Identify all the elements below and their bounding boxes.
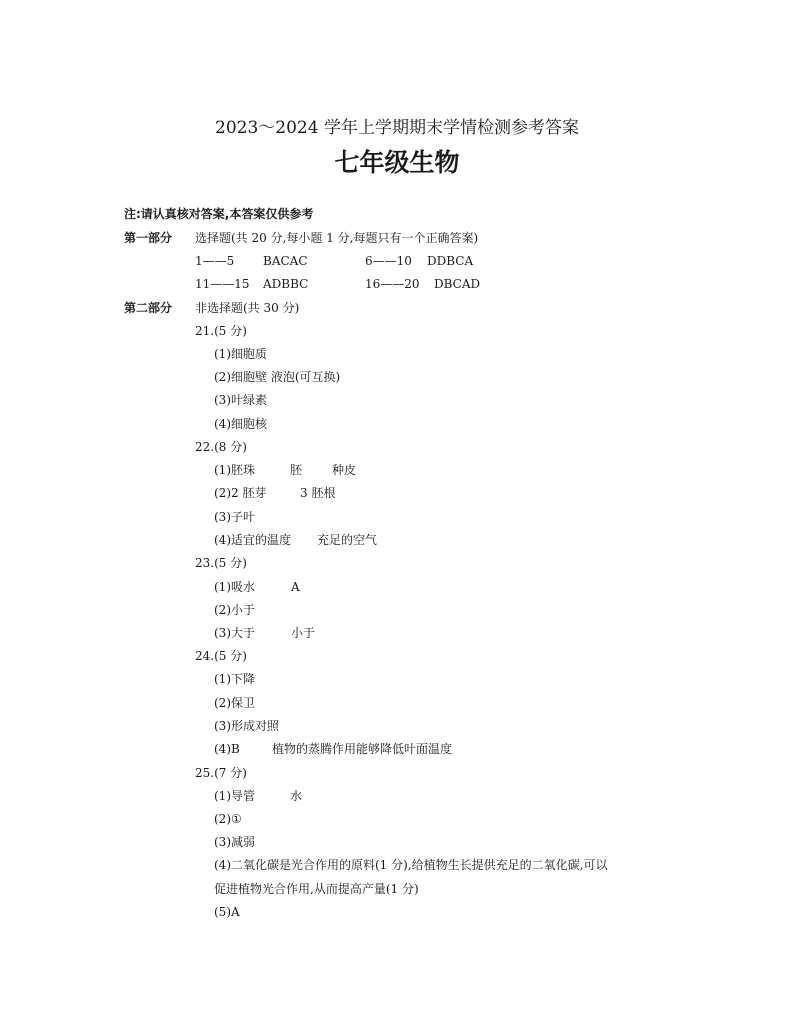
answer-line: A: [291, 580, 300, 594]
answer-line: 植物的蒸腾作用能够降低叶面温度: [272, 742, 453, 756]
answer-range: 6——10: [365, 254, 412, 268]
question-title: 23.(5 分): [195, 556, 247, 570]
answer-line: (4)适宜的温度: [214, 533, 291, 547]
answer-line: (1)下降: [214, 672, 255, 686]
answer-line: (1)细胞质: [214, 347, 267, 361]
answer-range: 11——15: [195, 277, 250, 291]
answer-range: 1——5: [195, 254, 235, 268]
part1-label: 第一部分: [124, 231, 173, 245]
question-title: 25.(7 分): [195, 766, 247, 780]
answer-line: (1)胚珠: [214, 463, 255, 477]
answer-line: 水: [290, 789, 303, 803]
answer-line: (3)形成对照: [214, 719, 279, 733]
answer-line: (4)B: [214, 742, 240, 756]
answer-line: (1)吸水: [214, 580, 255, 594]
answer-letters: BACAC: [263, 254, 308, 268]
answer-line: 3 胚根: [300, 486, 336, 500]
answer-line: (1)导管: [214, 789, 255, 803]
answer-line: (5)A: [214, 905, 240, 919]
answer-line: 小于: [291, 626, 316, 640]
answer-range: 16——20: [365, 277, 420, 291]
note-text: 注:请认真核对答案,本答案仅供参考: [124, 207, 314, 221]
part1-heading: 选择题(共 20 分,每小题 1 分,每题只有一个正确答案): [195, 231, 479, 245]
answer-line: 促进植物光合作用,从而提高产量(1 分): [214, 882, 419, 896]
part2-heading: 非选择题(共 30 分): [195, 301, 300, 315]
answer-line: (3)减弱: [214, 835, 255, 849]
answer-line: (3)大于: [214, 626, 255, 640]
answer-letters: DDBCA: [427, 254, 474, 268]
answer-line: (2)①: [214, 812, 242, 826]
answer-line: 种皮: [332, 463, 357, 477]
answer-line: 充足的空气: [317, 533, 378, 547]
page-subtitle: 七年级生物: [334, 148, 460, 177]
question-title: 24.(5 分): [195, 649, 247, 663]
page-title: 2023～2024 学年上学期期末学情检测参考答案: [215, 118, 579, 138]
answer-letters: ADBBC: [263, 277, 309, 291]
answer-line: (2)小于: [214, 603, 255, 617]
answer-letters: DBCAD: [434, 277, 481, 291]
question-title: 22.(8 分): [195, 440, 247, 454]
part2-label: 第二部分: [124, 301, 173, 315]
answer-line: 胚: [290, 463, 303, 477]
answer-line: (4)细胞核: [214, 417, 267, 431]
question-title: 21.(5 分): [195, 324, 247, 338]
answer-line: (3)子叶: [214, 510, 255, 524]
answer-line: (2)细胞壁 液泡(可互换): [214, 370, 341, 384]
answer-line: (2)2 胚芽: [214, 486, 267, 500]
answer-line: (4)二氧化碳是光合作用的原料(1 分),给植物生长提供充足的二氧化碳,可以: [214, 858, 608, 872]
answer-line: (2)保卫: [214, 696, 255, 710]
answer-line: (3)叶绿素: [214, 393, 267, 407]
